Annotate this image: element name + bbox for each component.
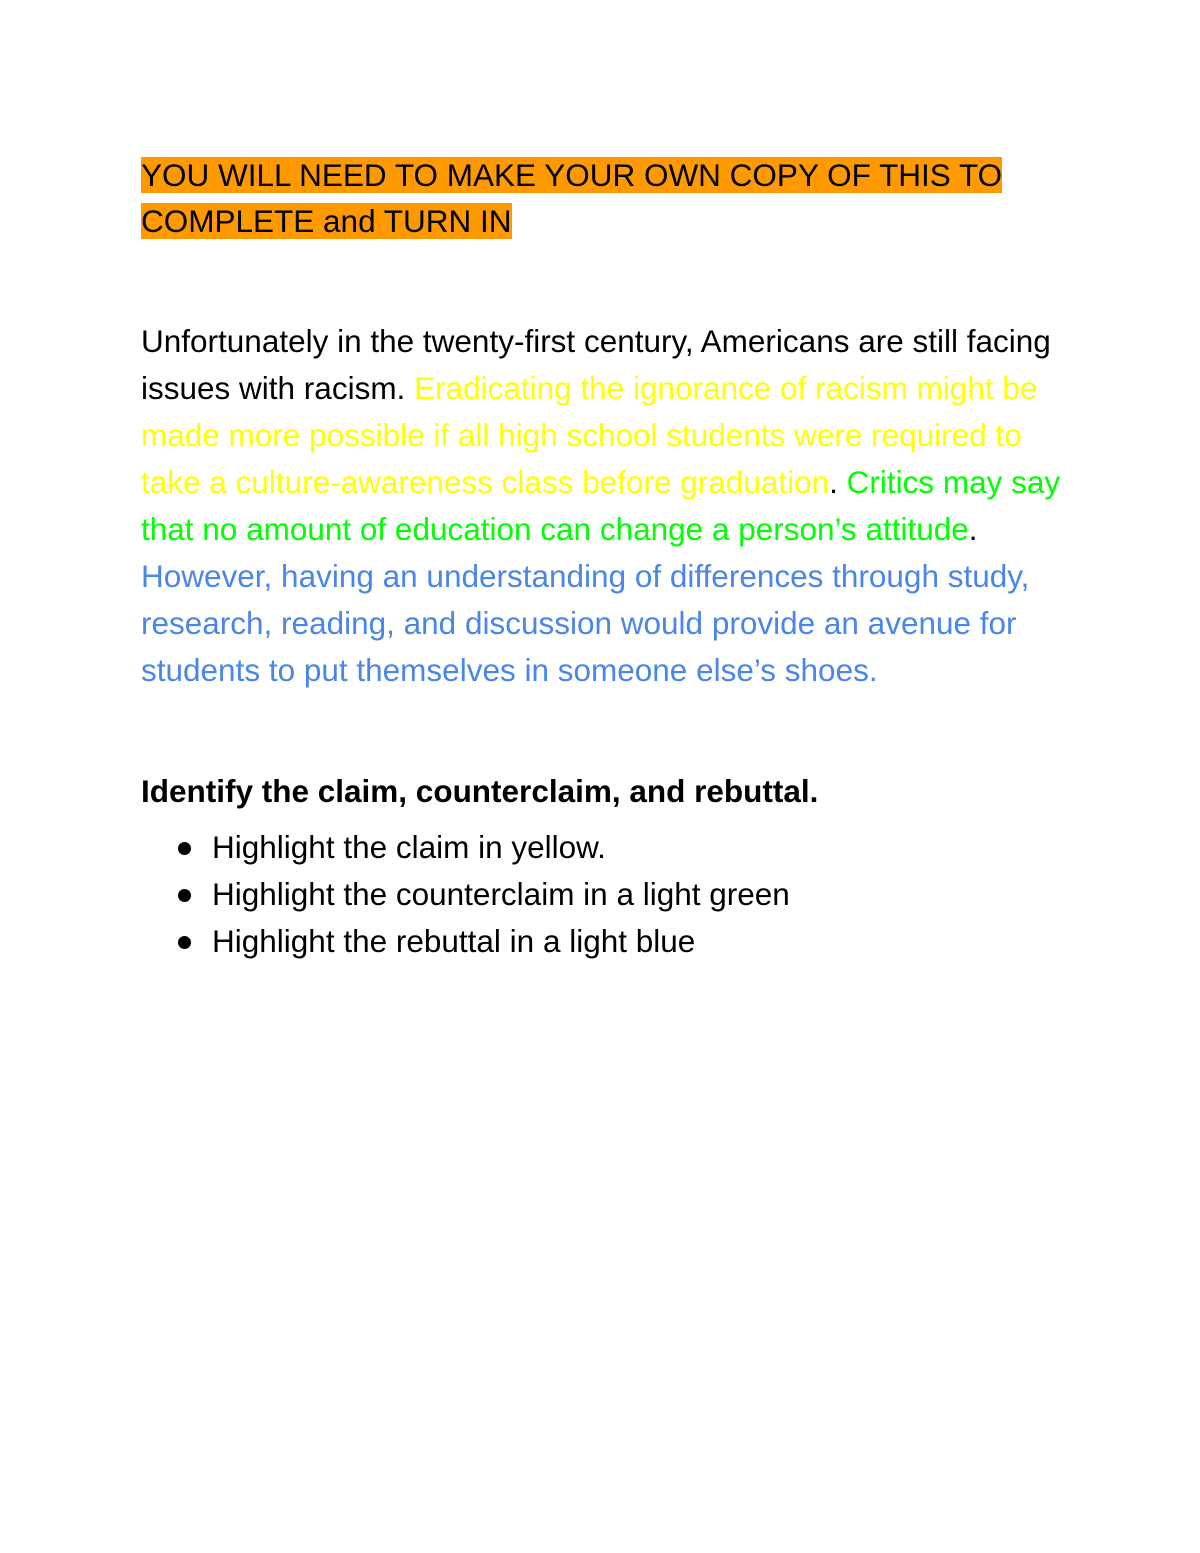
instruction-counterclaim: Highlight the counterclaim in a light green — [212, 876, 790, 912]
copy-notice — [141, 152, 1071, 244]
claim-text: Eradicating the ignorance of racism might be made more possible if all high school students were required to take a culture-awareness class before graduation — [141, 370, 1038, 500]
instructions-heading: Identify the claim, counterclaim, and rebuttal. — [141, 773, 819, 809]
rebuttal-text: However, having an understanding of differences through study, research, reading, and discussion would provide an avenue for students to put themselves in someone else’s shoes. — [141, 558, 1030, 688]
instructions-list — [141, 824, 1071, 965]
claim-period: . — [829, 464, 847, 500]
passage-intro: Unfortunately in the twenty-first century, Americans are still facing issues with racism. — [141, 323, 1051, 406]
instruction-rebuttal: Highlight the rebuttal in a light blue — [212, 923, 696, 959]
document-body — [141, 152, 1071, 965]
argument-paragraph — [141, 318, 1071, 694]
bullet-icon — [178, 842, 191, 855]
list-item — [141, 871, 1071, 918]
list-item — [141, 824, 1071, 871]
bullet-icon — [178, 889, 191, 902]
copy-notice-highlight: YOU WILL NEED TO MAKE YOUR OWN COPY OF THIS TO COMPLETE and TURN IN — [141, 157, 1003, 239]
counterclaim-text: Critics may say that no amount of education can change a person’s attitude — [141, 464, 1061, 547]
instruction-claim: Highlight the claim in yellow. — [212, 829, 606, 865]
list-item — [141, 918, 1071, 965]
counterclaim-period: . — [968, 511, 978, 547]
bullet-icon — [178, 936, 191, 949]
